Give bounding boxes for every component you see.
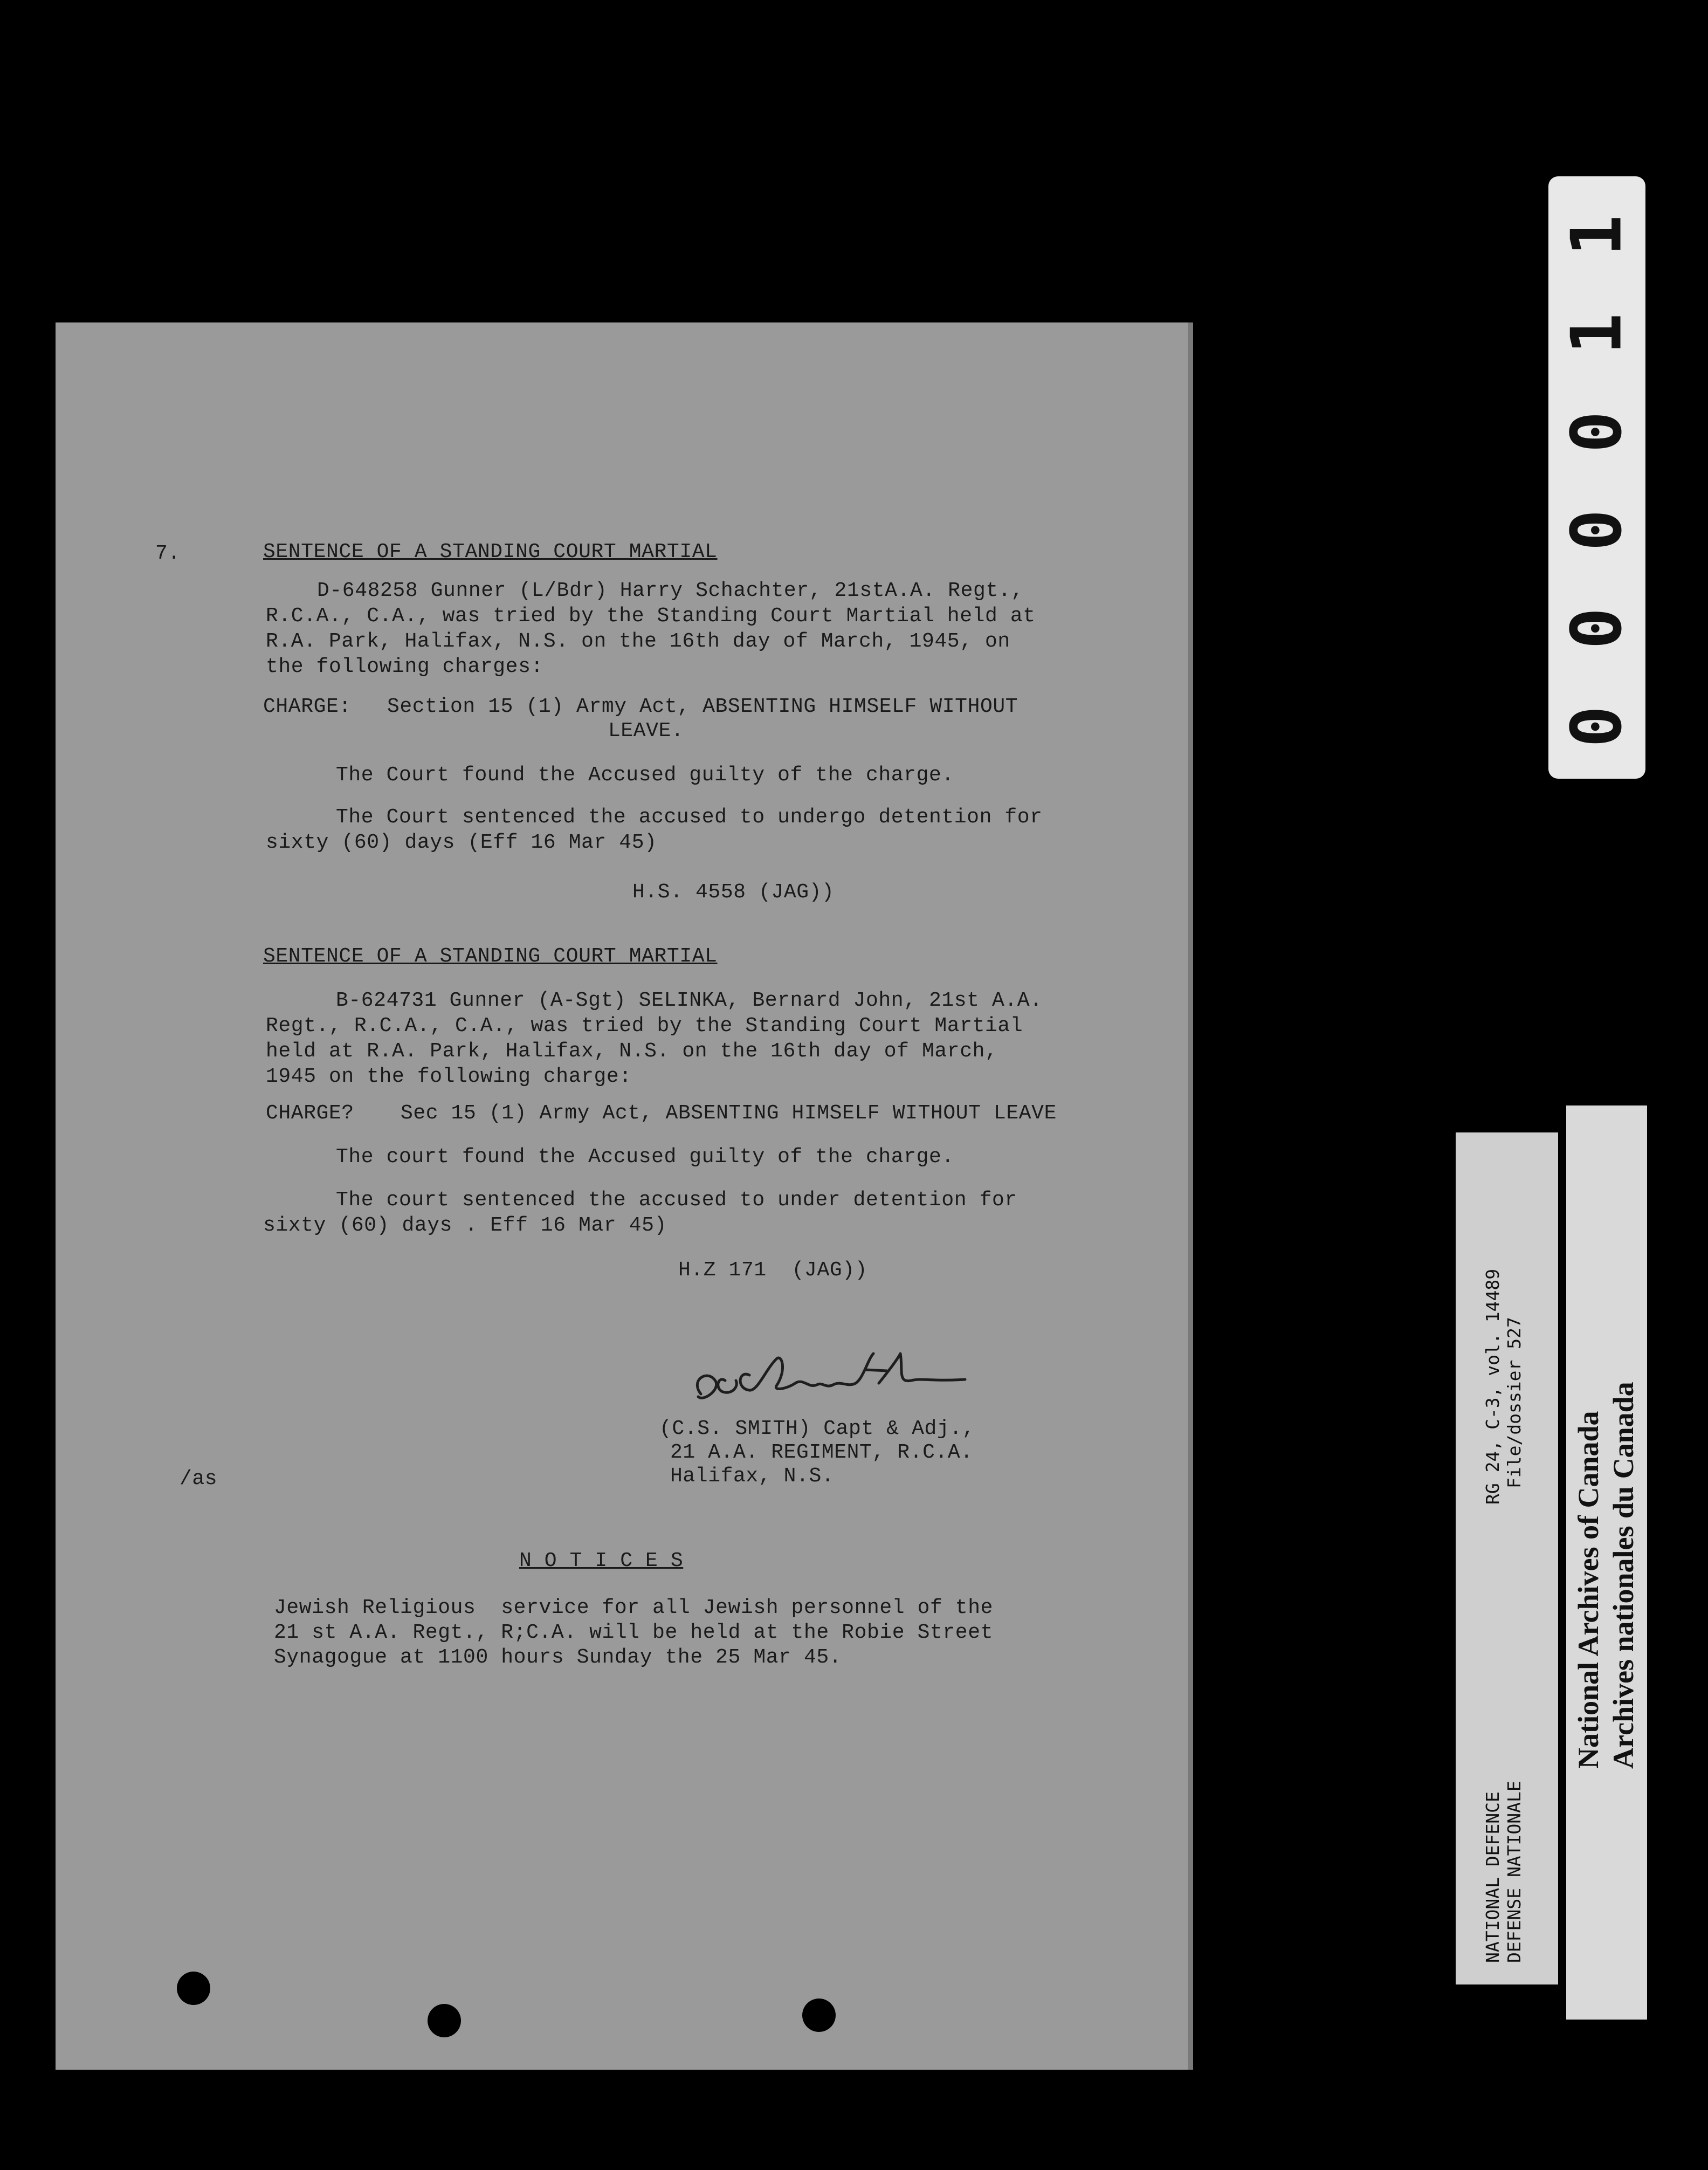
section1-para-line: R.A. Park, Halifax, N.S. on the 16th day of March, 1945, on	[266, 630, 1010, 653]
punch-hole	[802, 1999, 836, 2032]
punch-hole	[428, 2004, 461, 2037]
section2-heading: SENTENCE OF A STANDING COURT MARTIAL	[263, 945, 718, 968]
section1-sentence-line: The Court sentenced the accused to undergo detention for	[336, 806, 1043, 829]
notices-line: Synagogue at 1100 hours Sunday the 25 Mar 45.	[274, 1646, 842, 1669]
section2-sentence-line: The court sentenced the accused to under detention for	[336, 1189, 1017, 1212]
section2-reference: H.Z 171 (JAG))	[678, 1259, 868, 1282]
section2-charge-label: CHARGE?	[266, 1102, 354, 1125]
section2-para-line: held at R.A. Park, Halifax, N.S. on the 16th day of March,	[266, 1040, 998, 1063]
section1-reference: H.S. 4558 (JAG))	[632, 881, 835, 904]
section1-para-line: the following charges:	[266, 655, 543, 678]
section1-charge-text: LEAVE.	[608, 719, 684, 743]
section2-para-line: B-624731 Gunner (A-Sgt) SELINKA, Bernard John, 21st A.A.	[336, 989, 1043, 1012]
item-number: 7.	[155, 542, 181, 565]
handwritten-signature	[685, 1337, 987, 1418]
section2-para-line: Regt., R.C.A., C.A., was tried by the Standing Court Martial	[266, 1014, 1023, 1038]
label-defence-en: NATIONAL DEFENCE	[1482, 1791, 1503, 1963]
notices-line: Jewish Religious service for all Jewish personnel of the	[274, 1596, 994, 1619]
label-rg-volume: RG 24, C-3, vol. 14489	[1482, 1268, 1503, 1505]
label-file-dossier: File/dossier 527	[1504, 1317, 1525, 1488]
typist-initials: /as	[180, 1467, 218, 1491]
frame-number: 0 0 0 0 1 1	[1557, 207, 1637, 747]
label-archives-fr: Archives nationales du Canada	[1607, 1382, 1640, 1769]
punch-hole	[177, 1972, 210, 2005]
notices-line: 21 st A.A. Regt., R;C.A. will be held at the Robie Street	[274, 1621, 994, 1644]
section2-sentence-line: sixty (60) days . Eff 16 Mar 45)	[263, 1214, 667, 1237]
section1-sentence-line: sixty (60) days (Eff 16 Mar 45)	[266, 831, 657, 854]
section2-para-line: 1945 on the following charge:	[266, 1065, 632, 1088]
section1-para-line: D-648258 Gunner (L/Bdr) Harry Schachter, 21stA.A. Regt.,	[317, 579, 1024, 602]
section1-charge-text: Section 15 (1) Army Act, ABSENTING HIMSELF WITHOUT	[387, 695, 1018, 718]
section2-finding: The court found the Accused guilty of the charge.	[336, 1145, 954, 1169]
section1-finding: The Court found the Accused guilty of the charge.	[336, 764, 954, 787]
section1-para-line: R.C.A., C.A., was tried by the Standing Court Martial held at	[266, 605, 1036, 628]
notices-heading: N O T I C E S	[519, 1549, 684, 1572]
section1-heading: SENTENCE OF A STANDING COURT MARTIAL	[263, 540, 718, 564]
label-defence-fr: DEFENSE NATIONALE	[1504, 1781, 1525, 1963]
signature-name: (C.S. SMITH) Capt & Adj.,	[659, 1417, 975, 1440]
signature-location: Halifax, N.S.	[670, 1465, 835, 1488]
label-archives-en: National Archives of Canada	[1572, 1411, 1604, 1769]
section2-charge-text: Sec 15 (1) Army Act, ABSENTING HIMSELF WITHOUT LEAVE	[401, 1102, 1057, 1125]
signature-unit: 21 A.A. REGIMENT, R.C.A.	[670, 1441, 973, 1464]
section1-charge-label: CHARGE:	[263, 695, 352, 718]
